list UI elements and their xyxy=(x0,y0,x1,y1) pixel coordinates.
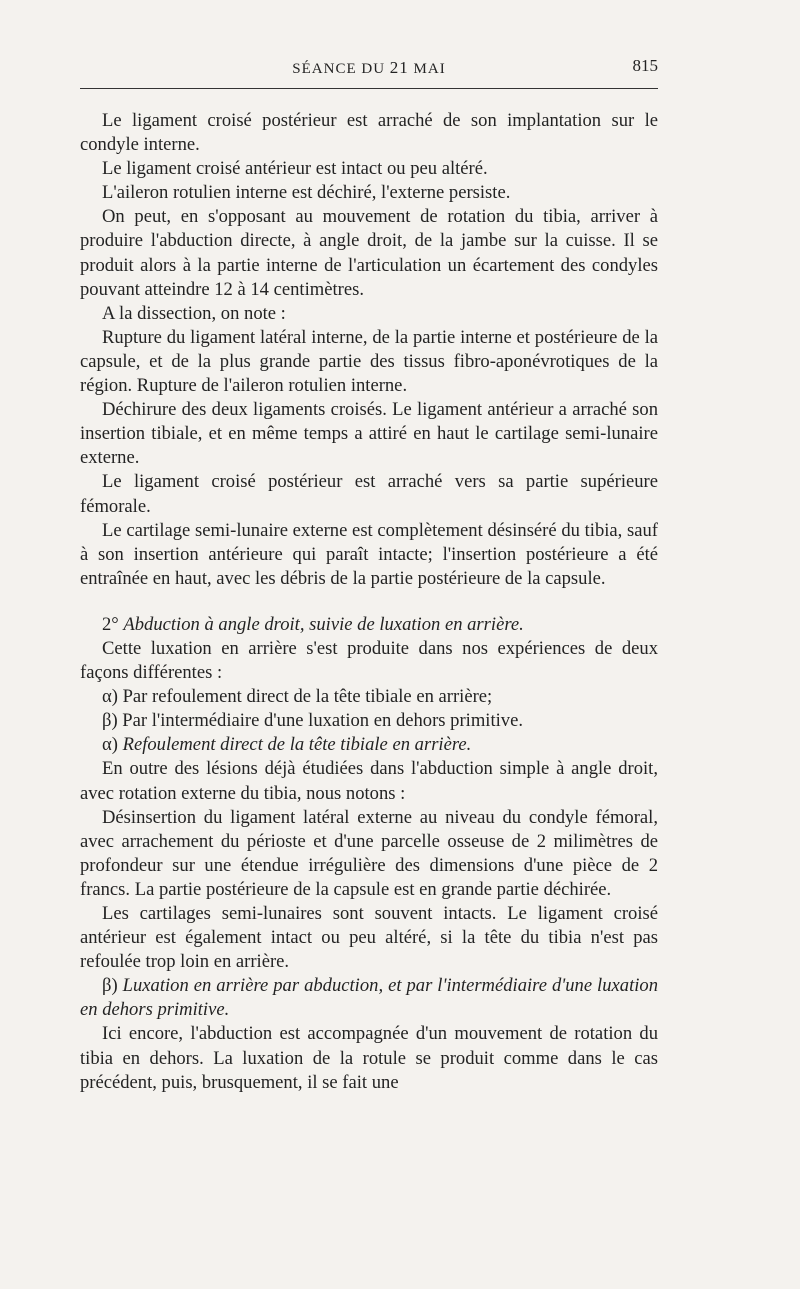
paragraph: L'aileron rotulien interne est déchiré, l'externe persiste. xyxy=(102,182,511,204)
paragraph: Le ligament croisé postérieur est arraché de son implantation sur le condyle interne. xyxy=(80,110,658,156)
paragraph: Les cartilages semi-lunaires sont souvent intacts. Le ligament croisé antérieur est également intact ou peu altéré, si la tête du tibia n'est pas refoulée trop loin en arrière. xyxy=(80,903,658,973)
list-item: β) Par l'intermédiaire d'une luxation en dehors primitive. xyxy=(102,710,523,732)
section-title: Abduction à angle droit, suivie de luxation en arrière. xyxy=(123,613,524,635)
header-title-prefix: SÉANCE DU xyxy=(292,61,386,77)
paragraph: Le cartilage semi-lunaire externe est complètement désinséré du tibia, sauf à son insertion antérieure qui paraît intacte; l'insertion postérieure a été entraînée en haut, avec les débris de la partie postérieure de la capsule. xyxy=(80,519,658,589)
section-heading xyxy=(80,613,658,637)
subsection-marker: β) xyxy=(102,975,118,997)
paragraph: Cette luxation en arrière s'est produite dans nos expériences de deux façons différentes : xyxy=(80,637,658,684)
paragraph: Déchirure des deux ligaments croisés. Le ligament antérieur a arraché son insertion tibiale, et en même temps a attiré en haut le cartilage semi-lunaire externe. xyxy=(80,399,658,469)
subsection-title: Refoulement direct de la tête tibiale en arrière. xyxy=(122,734,472,756)
header-title xyxy=(80,58,658,78)
paragraph: Le ligament croisé antérieur est intact ou peu altéré. xyxy=(102,158,488,180)
list-item: α) Par refoulement direct de la tête tibiale en arrière; xyxy=(102,686,493,708)
header-rule xyxy=(80,88,658,89)
paragraph: En outre des lésions déjà étudiées dans l'abduction simple à angle droit, avec rotation externe du tibia, nous notons : xyxy=(80,758,658,804)
running-header xyxy=(80,52,658,82)
subsection-title: Luxation en arrière par abduction, et par l'intermédiaire d'une luxation en dehors primitive. xyxy=(80,975,658,1021)
subsection-heading-a xyxy=(80,733,658,757)
page xyxy=(80,52,658,1095)
paragraph: Le ligament croisé postérieur est arraché vers sa partie supérieure fémorale. xyxy=(80,471,658,517)
paragraph: Rupture du ligament latéral interne, de la partie interne et postérieure de la capsule, et de la plus grande partie des tissus fibro-aponévrotiques de la région. Rupture de l'aileron rotulien interne. xyxy=(80,326,658,397)
page-number: 815 xyxy=(632,56,658,75)
paragraph: Ici encore, l'abduction est accompagnée d'un mouvement de rotation du tibia en dehors. La luxation de la rotule se produit comme dans le cas précédent, puis, brusquement, il se fait une xyxy=(80,1023,658,1093)
header-title-day: 21 xyxy=(389,58,409,77)
paragraph: Désinsertion du ligament latéral externe au niveau du condyle fémoral, avec arrachement du périoste et d'une parcelle osseuse de 2 milimètres de profondeur sur une étendue irrégulière des dimensions d'une pièce de 2 francs. La partie postérieure de la capsule est en grande partie déchirée. xyxy=(80,806,658,900)
paragraph: A la dissection, on note : xyxy=(102,302,286,324)
body-text xyxy=(80,109,658,1095)
subsection-heading-b xyxy=(80,974,658,1022)
subsection-marker: α) xyxy=(102,734,118,756)
header-title-month: MAI xyxy=(413,61,446,77)
paragraph: On peut, en s'opposant au mouvement de rotation du tibia, arriver à produire l'abduction directe, à angle droit, de la jambe sur la cuisse. Il se produit alors à la partie interne de l'articulation un écartement des condyles pouvant atteindre 12 à 14 centimètres. xyxy=(80,206,658,300)
section-number: 2° xyxy=(102,613,119,635)
